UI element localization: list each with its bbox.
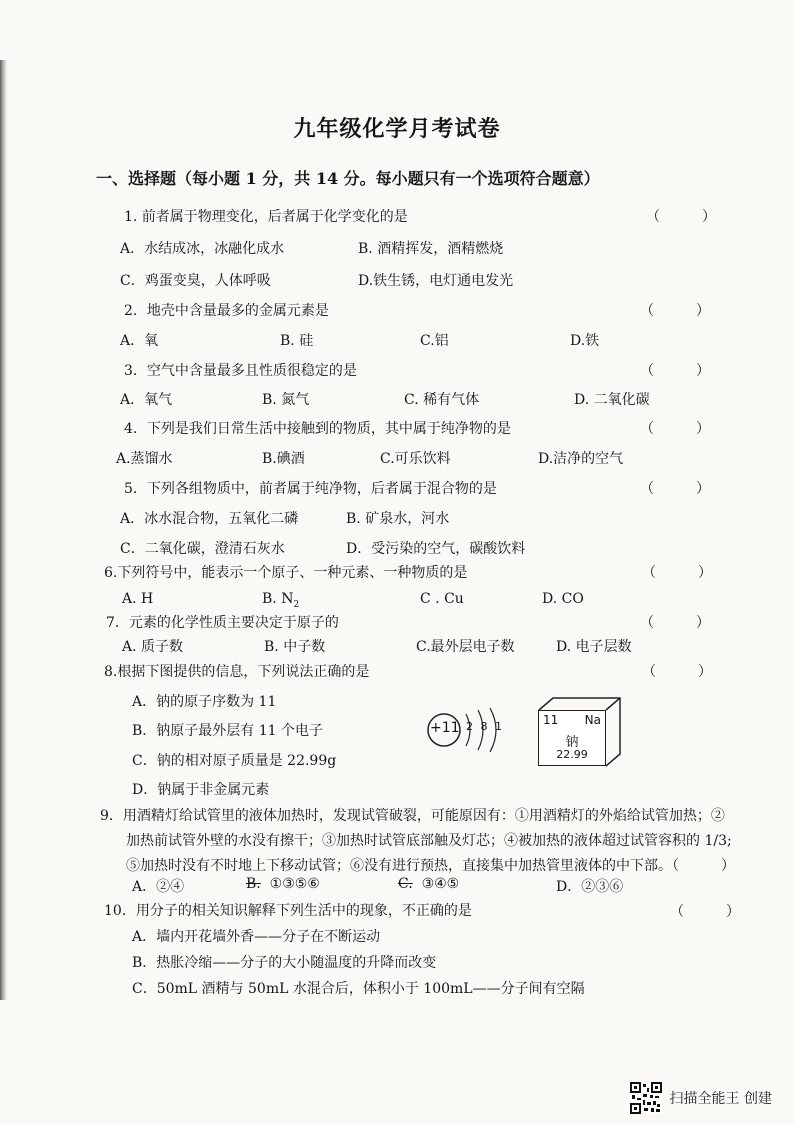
question-2-answer-blank: （ ） [640, 303, 710, 319]
question-3-option-d: D. 二氧化碳 [574, 392, 650, 408]
question-8-option-c: C．钠的相对原子质量是 22.99g [132, 753, 337, 769]
question-9-option-c-text: ③④⑤ [421, 876, 460, 892]
question-3-option-c: C. 稀有气体 [404, 392, 480, 408]
question-1-option-a: A．水结成冰，冰融化成水 [120, 241, 285, 257]
question-4-option-b: B.碘酒 [262, 451, 305, 467]
question-8-option-b: B．钠原子最外层有 11 个电子 [132, 723, 324, 739]
question-9-option-c-letter: C. [398, 876, 413, 892]
question-9-option-b-letter: B. [246, 876, 261, 892]
scanner-watermark-text: 扫描全能王 创建 [669, 1091, 772, 1107]
question-7-option-b: B. 中子数 [264, 639, 326, 655]
question-9-option-c [398, 876, 459, 892]
question-10-answer-blank: （ ） [670, 904, 740, 920]
question-6-option-d: D. CO [542, 591, 584, 607]
question-1-stem: 1. 前者属于物理变化，后者属于化学变化的是 [124, 209, 408, 225]
question-9-option-d: D．②③⑥ [556, 879, 624, 895]
question-10-option-a: A．墙内开花墙外香——分子在不断运动 [132, 929, 381, 945]
scan-edge-shadow [0, 60, 10, 1000]
question-8-option-a: A．钠的原子序数为 11 [132, 694, 277, 710]
question-8-stem: 8.根据下图提供的信息，下列说法正确的是 [104, 664, 370, 680]
question-9-option-b [246, 876, 320, 892]
question-1-option-d: D.铁生锈，电灯通电发光 [358, 273, 514, 289]
question-10-option-c: C．50mL 酒精与 50mL 水混合后，体积小于 100mL——分子间有空隔 [132, 981, 585, 997]
question-8-answer-blank: （ ） [642, 664, 712, 680]
question-2-option-b: B. 硅 [280, 333, 314, 349]
question-5-option-d: D．受污染的空气，碳酸饮料 [346, 541, 526, 557]
question-10-stem: 10．用分子的相关知识解释下列生活中的现象，不正确的是 [104, 903, 472, 919]
page-title: 九年级化学月考试卷 [293, 116, 501, 142]
question-9-option-a: A．②④ [132, 879, 185, 895]
question-8-option-d: D．钠属于非金属元素 [132, 782, 270, 798]
question-10-option-b: B．热胀冷缩——分子的大小随温度的升降而改变 [132, 955, 437, 971]
atom-nucleus-charge: +11 [430, 720, 460, 736]
question-7-option-a: A. 质子数 [122, 639, 184, 655]
question-4-option-a: A.蒸馏水 [116, 451, 173, 467]
question-1-option-b: B. 酒精挥发，酒精燃烧 [358, 241, 504, 257]
question-3-answer-blank: （ ） [640, 363, 710, 379]
question-5-answer-blank: （ ） [640, 481, 710, 497]
sodium-periodic-table-cell [538, 696, 622, 768]
question-9-stem [100, 804, 756, 879]
section-heading: 一、选择题（每小题 1 分，共 14 分。每小题只有一个选项符合题意） [96, 169, 600, 188]
cell-front-face [538, 710, 606, 766]
question-6-option-c: C . Cu [420, 591, 464, 607]
sodium-atom-structure-diagram [424, 700, 524, 760]
question-9-option-b-text: ①③⑤⑥ [269, 876, 320, 892]
question-4-option-c: C.可乐饮料 [380, 451, 451, 467]
question-2-stem: 2．地壳中含量最多的金属元素是 [124, 303, 329, 319]
question-1-option-c: C．鸡蛋变臭，人体呼吸 [120, 273, 271, 289]
question-6-option-b [262, 591, 299, 610]
question-4-answer-blank: （ ） [640, 421, 710, 437]
cell-element-symbol: Na [584, 713, 601, 727]
question-4-stem: 4．下列是我们日常生活中接触到的物质，其中属于纯净物的是 [124, 421, 511, 437]
question-6-option-b-text: B. N [262, 591, 294, 607]
cell-atomic-mass: 22.99 [556, 748, 588, 761]
question-5-stem: 5．下列各组物质中，前者属于纯净物，后者属于混合物的是 [124, 481, 497, 497]
question-7-option-c: C.最外层电子数 [416, 639, 515, 655]
question-3-option-a: A．氧气 [120, 392, 173, 408]
question-1-answer-blank: （ ） [646, 209, 716, 225]
scanner-watermark [630, 1082, 772, 1114]
question-4-option-d: D.洁净的空气 [538, 451, 624, 467]
question-6-option-a: A. H [122, 591, 154, 607]
cell-atomic-number: 11 [543, 713, 559, 727]
question-9-stem-line-3: ⑤加热时没有不时地上下移动试管；⑥没有进行预热，直接集中加热管里液体的中下部。（ ） [126, 858, 735, 874]
question-3-stem: 3．空气中含量最多且性质很稳定的是 [124, 363, 357, 379]
question-6-stem: 6.下列符号中，能表示一个原子、一种元素、一种物质的是 [104, 565, 468, 581]
question-5-option-c: C．二氧化碳，澄清石灰水 [120, 541, 285, 557]
question-7-option-d: D. 电子层数 [556, 639, 632, 655]
atom-electron-shells: 2 8 1 [466, 720, 504, 733]
question-5-option-a: A．冰水混合物，五氧化二磷 [120, 511, 299, 527]
question-9-stem-line-1: 9．用酒精灯给试管里的液体加热时，发现试管破裂，可能原因有：①用酒精灯的外焰给试管加热；② [100, 808, 725, 824]
question-2-option-a: A．氧 [120, 333, 159, 349]
question-7-answer-blank: （ ） [640, 615, 710, 631]
question-5-option-b: B. 矿泉水，河水 [346, 511, 450, 527]
question-9-stem-line-2: 加热前试管外壁的水没有擦干；③加热时试管底部触及灯芯；④被加热的液体超过试管容积的 1/3; [126, 833, 732, 849]
question-7-stem: 7．元素的化学性质主要决定于原子的 [106, 615, 339, 631]
question-6-option-b-subscript: 2 [293, 599, 300, 610]
qr-code-icon [630, 1082, 662, 1114]
question-2-option-d: D.铁 [570, 333, 600, 349]
cell-element-name: 钠 [565, 735, 579, 750]
question-2-option-c: C.铝 [420, 333, 449, 349]
question-6-answer-blank: （ ） [642, 565, 712, 581]
question-3-option-b: B. 氮气 [262, 392, 310, 408]
